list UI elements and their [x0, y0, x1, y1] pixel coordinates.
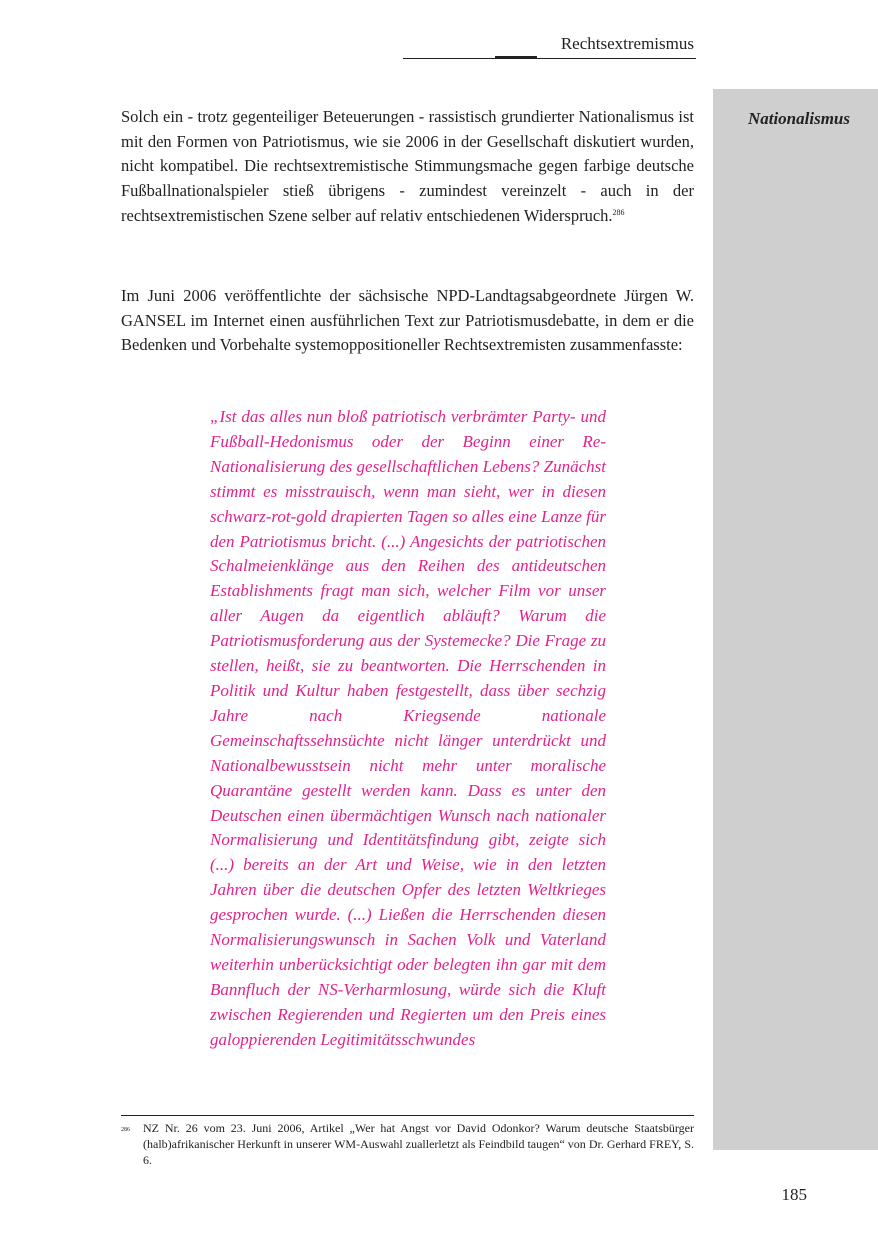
page-number: 185 [781, 1185, 807, 1204]
body-paragraph-2: Im Juni 2006 veröffentlichte der sächsische NPD-Landtagsabgeordnete Jürgen W. GANSEL im Internet einen ausführlichen Text zur Patriotismusdebatte, in dem er die Bedenken und Vorbehalte systemoppositioneller Rechtsextremisten zusammenfasste: [121, 286, 694, 355]
block-quote: „Ist das alles nun bloß patriotisch verbrämter Party- und Fußball-Hedonismus oder der Beginn einer Re-Nationalisierung des gesellschaftlichen Lebens? Zunächst stimmt es misstrauisch, wenn man sieht, wer in diesen schwarz-rot-gold drapierten Tagen so alles eine Lanze für den Patriotismus bricht. (...) Angesichts der patriotischen Schalmeienklänge aus den Reihen des antideutschen Establishments fragt man sich, welcher Film vor unser aller Augen da eigentlich abläuft? Warum die Patriotismusforderung aus der Systemecke? Die Frage zu stellen, heißt, sie zu beantworten. Die Herrschenden in Politik und Kultur haben festgestellt, dass über sechzig Jahre nach Kriegsende nationale Gemeinschaftssehnsüchte nicht länger unterdrückt und Nationalbewusstsein nicht mehr unter moralische Quarantäne gestellt werden kann. Dass es unter den Deutschen einen übermächtigen Wunsch nach nationaler Normalisierung und Identitätsfindung gibt, zeigte sich (...) bereits an der Art und Weise, wie in den letzten Jahren über die deutschen Opfer des letzten Weltkrieges gesprochen wurde. (...) Ließen die Herrschenden diesen Normalisierungswunsch in Sachen Volk und Vaterland weiterhin unberücksichtigt oder belegten ihn gar mit dem Bannfluch der NS-Verharmlosung, würde sich die Kluft zwischen Regierenden und Regierten um den Preis eines galoppierenden Legitimitätsschwundes [210, 407, 606, 1049]
sidebar-keyword: Nationalismus [747, 109, 850, 128]
footnote-reference[interactable]: 286 [612, 207, 625, 217]
footnote-number: 286 [121, 1127, 130, 1133]
running-header-title: Rechtsextremismus [560, 34, 694, 53]
footnote-text: NZ Nr. 26 vom 23. Juni 2006, Artikel „Wer hat Angst vor David Odonkor? Warum deutsche Staatsbürger (halb)afrikanischer Herkunft in unserer WM-Auswahl zuallerletzt als Feindbild taugen“ von Dr. Gerhard FREY, S. 6. [143, 1121, 694, 1167]
body-paragraph-1-text: Solch ein - trotz gegenteiliger Beteuerungen - rassistisch grundierter Nationalismus ist mit den Formen von Patriotismus, wie sie 2006 in der Gesellschaft diskutiert wurden, nicht kompatibel. Die rechtsextremistische Stimmungsmache gegen farbige deutsche Fußballnationalspieler stieß übrigens - zumindest vereinzelt - auch in der rechtsextremistischen Szene selber auf relativ entschiedenen Widerspruch. [121, 107, 694, 225]
margin-sidebar [713, 89, 878, 1150]
header-rule [403, 58, 696, 59]
body-paragraph-1 [121, 105, 694, 229]
footnote [121, 1120, 694, 1168]
footnote-rule [121, 1115, 694, 1116]
header-rule-accent [495, 56, 537, 58]
